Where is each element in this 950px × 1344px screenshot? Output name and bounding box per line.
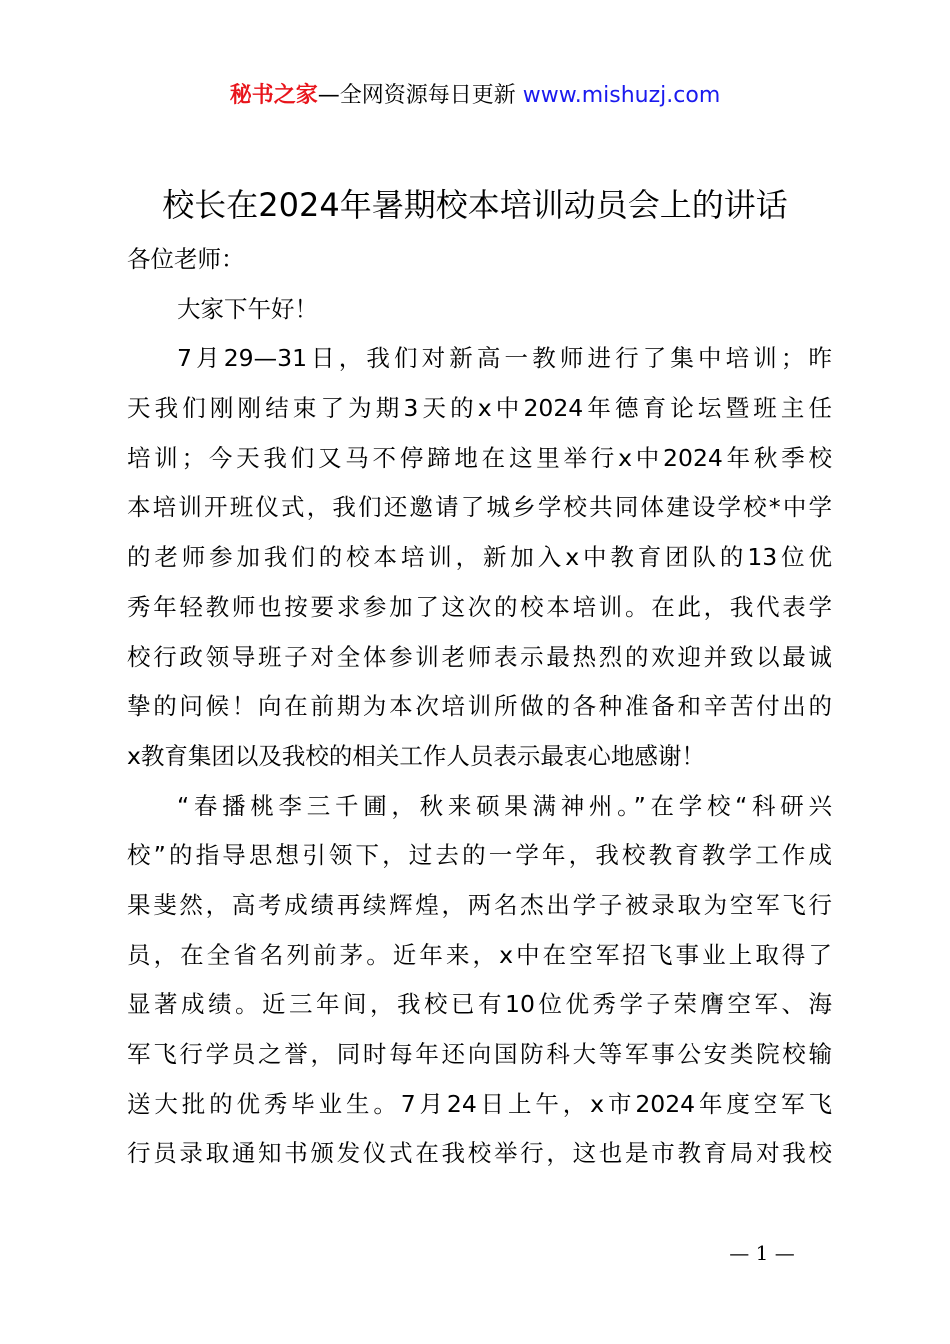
text-line: “春播桃李三千圃，秋来硕果满神州。”在学校“科研兴 <box>177 791 832 820</box>
greeting-paragraph <box>127 285 832 335</box>
text-line: 显著成绩。近三年间，我校已有10位优秀学子荣膺空军、海 <box>127 990 832 1019</box>
header-tagline: —全网资源每日更新 <box>317 83 516 108</box>
paragraph-1 <box>127 334 832 781</box>
document-title: 校长在2024年暑期校本培训动员会上的讲话 <box>162 186 788 224</box>
text-line: 员，在全省名列前茅。近年来，x中在空军招飞事业上取得了 <box>127 940 832 969</box>
text-line: 7月29—31日，我们对新高一教师进行了集中培训；昨 <box>177 344 832 373</box>
text-line: 天我们刚刚结束了为期3天的x中2024年德育论坛暨班主任 <box>127 394 832 423</box>
text-line: 军飞行学员之誉，同时每年还向国防科大等军事公安类院校输 <box>127 1040 832 1068</box>
text-line: 本培训开班仪式，我们还邀请了城乡学校共同体建设学校*中学 <box>127 493 832 522</box>
paragraph-2 <box>127 782 832 1180</box>
text-line: 培训；今天我们又马不停蹄地在这里举行x中2024年秋季校 <box>127 443 832 472</box>
page-number: — 1 — <box>729 1241 795 1265</box>
document-body <box>127 208 832 1179</box>
text-line: 行员录取通知书颁发仪式在我校举行，这也是市教育局对我校 <box>127 1139 832 1168</box>
site-url-link[interactable]: www.mishuzj.com <box>522 83 721 108</box>
text-line: 送大批的优秀毕业生。7月24日上午，x市2024年度空军飞 <box>127 1089 832 1118</box>
brand-name: 秘书之家 <box>229 83 318 108</box>
site-header <box>0 80 950 112</box>
text-line: 校行政领导班子对全体参训老师表示最热烈的欢迎并致以最诚 <box>127 642 832 671</box>
text-line: x教育集团以及我校的相关工作人员表示最衷心地感谢！ <box>127 741 705 770</box>
salutation: 各位老师： <box>127 245 245 273</box>
text-line: 大家下午好！ <box>177 294 318 323</box>
text-line: 挚的问候！向在前期为本次培训所做的各种准备和辛苦付出的 <box>127 692 832 721</box>
text-line: 校”的指导思想引领下，过去的一学年，我校教育教学工作成 <box>127 841 832 870</box>
text-line: 的老师参加我们的校本培训，新加入x中教育团队的13位优 <box>127 543 832 572</box>
text-line: 果斐然，高考成绩再续辉煌，两名杰出学子被录取为空军飞行 <box>127 890 832 919</box>
text-line: 秀年轻教师也按要求参加了这次的校本培训。在此，我代表学 <box>127 592 832 621</box>
